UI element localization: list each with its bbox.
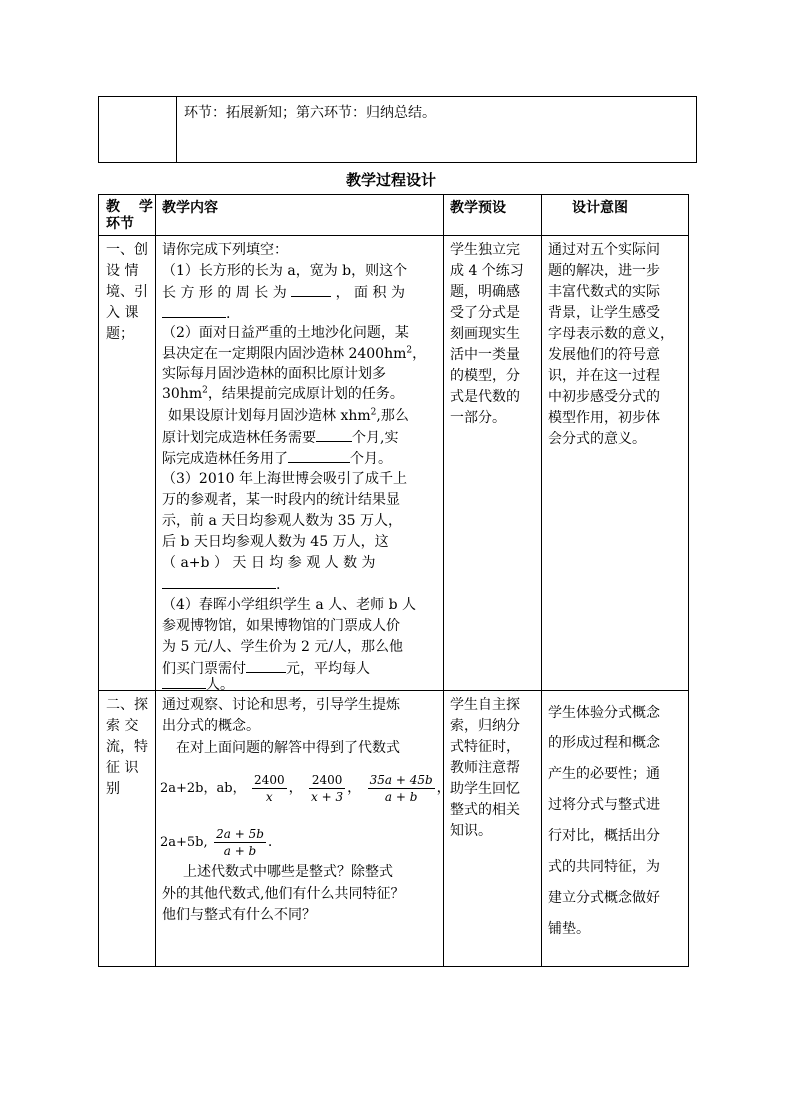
denominator: a + b bbox=[214, 842, 266, 859]
q1-line bbox=[162, 303, 230, 324]
plan-months-blank bbox=[316, 427, 352, 442]
q4-line bbox=[162, 674, 234, 695]
period: . bbox=[267, 834, 273, 850]
q3-line: （3）2010 年上海世博会吸引了成千上 bbox=[162, 471, 407, 487]
expr-text: 2a+5b, bbox=[160, 835, 208, 850]
area-blank bbox=[162, 303, 226, 318]
intent-line: 模型作用，初步体 bbox=[548, 410, 660, 426]
intent-line: 发展他们的符号意 bbox=[548, 347, 660, 363]
superscript: 2 bbox=[370, 407, 377, 418]
q2-line bbox=[162, 344, 426, 364]
q3-end: . bbox=[276, 577, 281, 593]
row2-stage-line: 索 交 bbox=[106, 718, 139, 734]
q2-text: ，结果提前完成原计划的任务。 bbox=[207, 386, 404, 402]
q1-line bbox=[162, 282, 405, 303]
q4-line: （4）春晖小学组织学生 a 人、老师 b 人 bbox=[162, 597, 417, 613]
preset-line: 学生独立完 bbox=[450, 242, 520, 258]
intent-line: 丰富代数式的实际 bbox=[548, 284, 660, 300]
comma: ， bbox=[288, 780, 303, 796]
row2-stage-line: 二、探 bbox=[106, 697, 148, 713]
q3-line: 示，前 a 天日均参观人数为 35 万人， bbox=[162, 513, 402, 529]
q2-text: 县决定在一定期限内固沙造林 2400hm bbox=[162, 346, 407, 362]
col-divider-3 bbox=[541, 194, 542, 967]
concept-line: 在对上面问题的解答中得到了代数式 bbox=[176, 740, 400, 756]
row1-intro: 请你完成下列填空： bbox=[162, 242, 288, 258]
numerator: 2400 bbox=[311, 772, 343, 787]
intent-line: 学生体验分式概念 bbox=[548, 705, 660, 721]
preset-line: 的模型，分 bbox=[450, 368, 520, 384]
fraction-2400-over-x-plus-3 bbox=[309, 772, 345, 805]
header-content: 教学内容 bbox=[162, 200, 218, 216]
expression-row-2 bbox=[160, 822, 272, 866]
fraction-2a-5b-over-a-b bbox=[214, 826, 266, 859]
row1-stage-line: 入 课 bbox=[106, 305, 139, 321]
question-line: 上述代数式中哪些是整式？除整式 bbox=[183, 864, 393, 880]
intent-line: 会分式的意义。 bbox=[548, 431, 646, 447]
fraction-35a-45b-over-a-b bbox=[368, 772, 435, 805]
preset-line: 教师注意帮 bbox=[450, 760, 520, 776]
header-intent: 设计意图 bbox=[572, 200, 628, 216]
q2-text: 个月,实 bbox=[352, 430, 399, 446]
expression-row-1 bbox=[160, 768, 451, 812]
intent-line: 字母表示数的意义， bbox=[548, 326, 674, 342]
denominator: x + 3 bbox=[311, 789, 344, 804]
q2-text: 30hm bbox=[162, 386, 203, 402]
numerator: 35a + 45b bbox=[369, 772, 433, 787]
intent-line: 题的解决，进一步 bbox=[548, 263, 660, 279]
q3-line: 万的参观者，某一时段内的统计结果显 bbox=[162, 492, 400, 508]
q4-text: 们买门票需付 bbox=[162, 661, 246, 677]
preset-line: 知识。 bbox=[450, 823, 492, 839]
denominator: a + b bbox=[368, 788, 435, 805]
avg-fee-blank bbox=[162, 674, 206, 689]
row2-stage-line: 流，特 bbox=[106, 739, 148, 755]
preset-line: 助学生回忆 bbox=[450, 781, 520, 797]
preset-line: 成 4 个练习 bbox=[450, 263, 524, 279]
intent-line: 铺垫。 bbox=[548, 921, 590, 937]
preset-line: 整式的相关 bbox=[450, 802, 520, 818]
q2-line: 实际每月固沙造林的面积比原计划多 bbox=[162, 366, 386, 382]
q4-end: 人。 bbox=[206, 677, 234, 693]
q4-line: 参观博物馆，如果博物馆的门票成人价 bbox=[162, 618, 400, 634]
actual-months-blank bbox=[288, 448, 350, 463]
intent-line: 通过对五个实际问 bbox=[548, 242, 660, 258]
row1-stage-line: 一、创 bbox=[106, 242, 148, 258]
header-stage-line1: 教 学 bbox=[106, 199, 153, 215]
q4-line: 为 5 元/人、学生价为 2 元/人，那么他 bbox=[162, 639, 404, 655]
top-table-text: 环节：拓展新知；第六环节：归纳总结。 bbox=[184, 105, 436, 121]
preset-line: 索，归纳分 bbox=[450, 718, 520, 734]
q2-text: 原计划完成造林任务需要 bbox=[162, 430, 316, 446]
row-divider-header bbox=[98, 235, 689, 236]
expr-text: 2a+2b，ab， bbox=[160, 781, 246, 796]
top-table-divider bbox=[176, 96, 177, 163]
q3-line: 后 b 天日均参观人数为 45 万人，这 bbox=[162, 534, 389, 550]
preset-line: 活中一类量 bbox=[450, 347, 520, 363]
preset-line: 一部分。 bbox=[450, 410, 506, 426]
q1-area-text: ， 面 积 为 bbox=[335, 285, 405, 301]
total-fee-blank bbox=[246, 658, 286, 673]
q3-line bbox=[162, 574, 280, 595]
intent-line: 背景，让学生感受 bbox=[548, 305, 660, 321]
row1-stage-line: 设 情 bbox=[106, 263, 139, 279]
row2-stage-line: 别 bbox=[106, 781, 120, 797]
q2-line bbox=[162, 384, 404, 404]
concept-line: 出分式的概念。 bbox=[162, 718, 260, 734]
superscript: 2 bbox=[202, 385, 208, 396]
row1-stage-line: 境、引 bbox=[106, 284, 148, 300]
question-line: 他们与整式有什么不同？ bbox=[162, 907, 316, 923]
comma: ， bbox=[436, 780, 451, 796]
concept-line: 通过观察、讨论和思考，引导学生提炼 bbox=[162, 697, 400, 713]
perimeter-blank bbox=[291, 282, 331, 297]
q1-perimeter-text: 长 方 形 的 周 长 为 bbox=[162, 285, 287, 301]
row2-stage-line: 征 识 bbox=[106, 760, 139, 776]
preset-line: 刻画现实生 bbox=[450, 326, 520, 342]
q2-text: ,那么 bbox=[376, 408, 409, 424]
numerator: 2400 bbox=[254, 772, 285, 787]
q2-text: ， bbox=[412, 346, 427, 362]
comma: ， bbox=[347, 780, 362, 796]
superscript: 2 bbox=[406, 345, 413, 356]
intent-line: 识，并在这一过程 bbox=[548, 368, 660, 384]
preset-line: 题，明确感 bbox=[450, 284, 520, 300]
q4-text: 元，平均每人 bbox=[286, 661, 370, 677]
intent-line: 过将分式与整式进 bbox=[548, 797, 660, 813]
q1-line: （1）长方形的长为 a，宽为 b，则这个 bbox=[162, 263, 408, 279]
col-divider-2 bbox=[443, 194, 444, 967]
preset-line: 式是代数的 bbox=[450, 389, 520, 405]
header-stage-line2: 环节 bbox=[106, 216, 134, 232]
section-title: 教学过程设计 bbox=[346, 171, 437, 189]
q2-text: 个月。 bbox=[350, 451, 392, 467]
q2-line bbox=[162, 427, 398, 448]
col-divider-1 bbox=[155, 194, 156, 967]
intent-line: 行对比，概括出分 bbox=[548, 828, 660, 844]
preset-line: 式特征时， bbox=[450, 739, 520, 755]
q2-line bbox=[162, 448, 392, 469]
numerator: 2a + 5b bbox=[216, 826, 264, 841]
q2-text: 际完成造林任务用了 bbox=[162, 451, 288, 467]
avg-visitors-blank bbox=[162, 574, 276, 589]
intent-line: 中初步感受分式的 bbox=[548, 389, 660, 405]
intent-line: 的形成过程和概念 bbox=[548, 735, 660, 751]
question-line: 外的其他代数式,他们有什么共同特征？ bbox=[162, 886, 405, 902]
intent-line: 式的共同特征，为 bbox=[548, 859, 660, 875]
preset-line: 受了分式是 bbox=[450, 305, 520, 321]
preset-line: 学生自主探 bbox=[450, 697, 520, 713]
q3-line: （ a+b ） 天 日 均 参 观 人 数 为 bbox=[162, 555, 376, 571]
q2-line: （2）面对日益严重的土地沙化问题，某 bbox=[162, 325, 409, 341]
intent-line: 产生的必要性；通 bbox=[548, 766, 660, 782]
q2-line bbox=[168, 406, 409, 426]
header-preset: 教学预设 bbox=[450, 200, 506, 216]
intent-line: 建立分式概念做好 bbox=[548, 890, 660, 906]
q1-end: . bbox=[226, 306, 231, 322]
fraction-2400-over-x bbox=[252, 772, 287, 805]
q2-text: 如果设原计划每月固沙造林 xhm bbox=[168, 408, 371, 424]
denominator: x bbox=[252, 788, 287, 805]
row1-stage-line: 题； bbox=[106, 326, 134, 342]
